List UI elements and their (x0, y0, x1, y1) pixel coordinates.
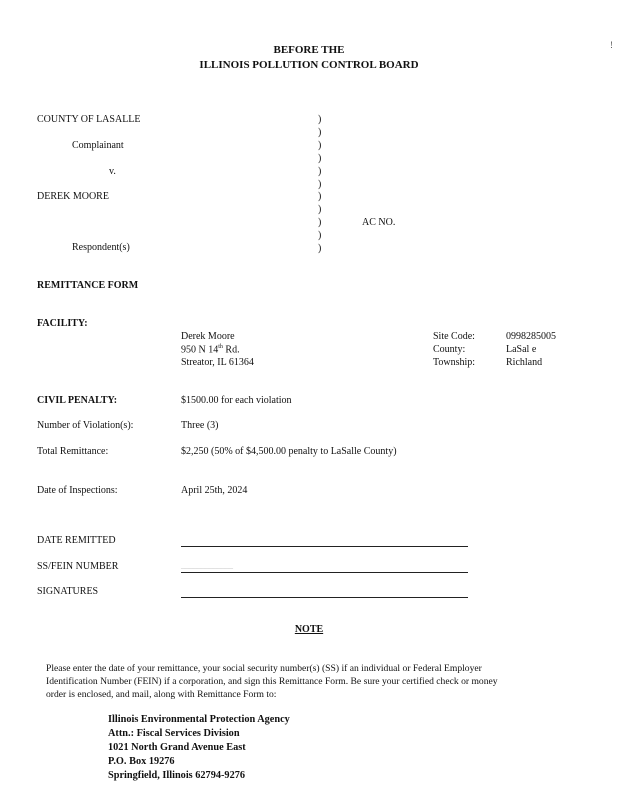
address-line: Attn.: Fiscal Services Division (108, 728, 240, 739)
note-heading: NOTE (294, 624, 324, 635)
inspection-date-value: April 25th, 2024 (181, 485, 248, 496)
facility-name: Derek Moore (181, 331, 235, 342)
complainant-name: COUNTY OF LASALLE (37, 114, 141, 125)
violations-value: Three (3) (181, 420, 219, 431)
facility-city: Streator, IL 61364 (181, 357, 254, 368)
note-paragraph (46, 662, 576, 701)
total-remittance-value: $2,250 (50% of $4,500.00 penalty to LaSalle County) (181, 446, 397, 457)
township-label: Township: (433, 357, 476, 368)
township-value: Richland (506, 357, 543, 368)
date-remitted-label: DATE REMITTED (37, 535, 116, 546)
street-sup: th (218, 344, 223, 350)
address-line: Illinois Environmental Protection Agency (108, 714, 290, 725)
ss-fein-label: SS/FEIN NUMBER (37, 561, 119, 572)
paren: ) (318, 191, 322, 203)
violations-label: Number of Violation(s): (37, 420, 134, 431)
county-label: County: (433, 344, 466, 355)
paren: ) (318, 114, 322, 125)
inspection-date-label: Date of Inspections: (37, 485, 118, 496)
signatures-label: SIGNATURES (37, 586, 99, 597)
paren: ) (318, 152, 322, 164)
facility-street (181, 344, 240, 355)
street-prefix: 950 N 14 (181, 344, 219, 356)
header-line1: BEFORE THE (273, 44, 345, 56)
header-line2: ILLINOIS POLLUTION CONTROL BOARD (199, 59, 419, 71)
paren: ) (318, 230, 322, 242)
paren: ) (318, 243, 322, 255)
note-line: Identification Number (FEIN) if a corporation, and sign this Remittance Form. Be sure your certified check or money (46, 676, 498, 687)
date-remitted-line[interactable] (181, 546, 468, 547)
county-value: LaSal e (506, 344, 537, 355)
paren: ) (318, 204, 322, 216)
paren: ) (318, 165, 322, 177)
address-line: P.O. Box 19276 (108, 756, 175, 767)
form-title: REMITTANCE FORM (37, 280, 139, 291)
facility-label: FACILITY: (37, 318, 88, 329)
paren: ) (318, 217, 322, 229)
address-line: 1021 North Grand Avenue East (108, 742, 246, 753)
note-line: Please enter the date of your remittance, your social security number(s) (SS) if an individual or Federal Employer (46, 663, 482, 674)
site-code-value: 0998285005 (506, 331, 556, 342)
civil-penalty-value: $1500.00 for each violation (181, 395, 292, 406)
site-code-label: Site Code: (433, 331, 475, 342)
mailing-address (108, 713, 290, 783)
total-remittance-label: Total Remittance: (37, 446, 109, 457)
versus-label: v. (109, 166, 116, 177)
respondent-role: Respondent(s) (72, 242, 130, 253)
paren: ) (318, 126, 322, 138)
ss-fein-faint-text: _____________ (181, 561, 233, 570)
street-suffix: Rd. (222, 344, 240, 356)
signatures-line[interactable] (181, 597, 468, 598)
case-number-label: AC NO. (362, 217, 396, 228)
complainant-role: Complainant (72, 140, 124, 151)
address-line: Springfield, Illinois 62794-9276 (108, 770, 246, 781)
caption-parenthesis-column (318, 114, 321, 256)
ss-fein-line[interactable] (181, 572, 468, 573)
note-line: order is enclosed, and mail, along with Remittance Form to: (46, 689, 277, 700)
paren: ) (318, 178, 322, 190)
paren: ) (318, 139, 322, 151)
corner-mark: ! (610, 40, 613, 50)
civil-penalty-label: CIVIL PENALTY: (37, 395, 118, 406)
respondent-name: DEREK MOORE (37, 191, 109, 202)
